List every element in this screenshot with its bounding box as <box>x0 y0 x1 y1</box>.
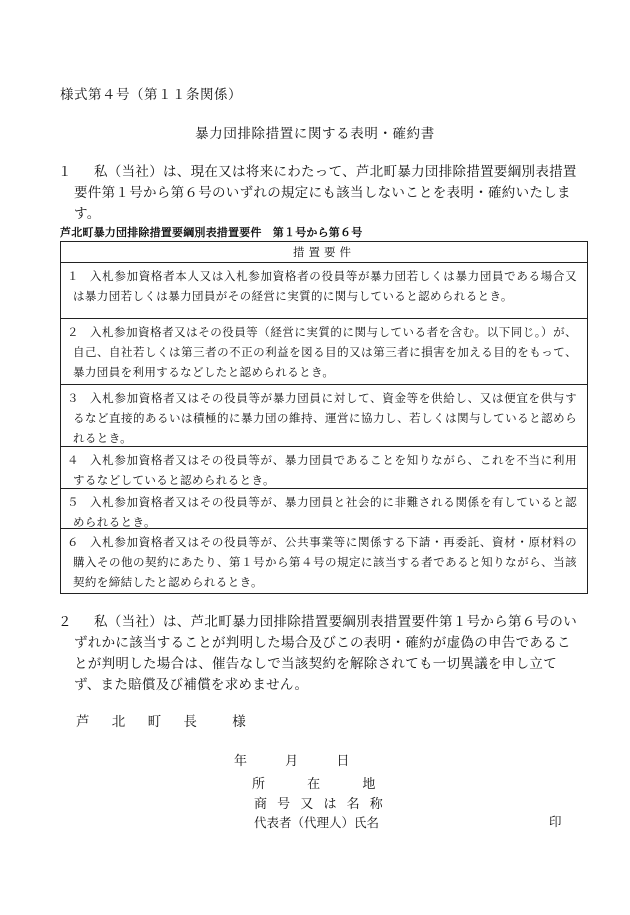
row-number: ６ <box>67 535 79 549</box>
seal-mark: 印 <box>549 814 562 829</box>
name-char: 商 <box>254 797 268 812</box>
table-row <box>61 319 587 385</box>
company-name-label <box>254 793 383 812</box>
date-day: 日 <box>336 754 350 769</box>
date-year: 年 <box>234 754 248 769</box>
name-char: 称 <box>369 797 383 812</box>
name-char: は <box>323 797 337 812</box>
form-number: 様式第４号（第１１条関係） <box>60 87 242 103</box>
paragraph-1 <box>58 162 578 225</box>
row-number: ５ <box>67 495 79 509</box>
paragraph-2 <box>58 612 578 696</box>
row-text: 入札参加資格者本人又は入札参加資格者の役員等が暴力団若しくは暴力団員である場合又は暴力団若しくは暴力団員がその経営に実質的に関与していると認められるとき。 <box>73 269 577 303</box>
table-row <box>61 489 587 529</box>
addressee <box>76 710 246 730</box>
row-text: 入札参加資格者又はその役員等が、公共事業等に関係する下請・再委託、資材・原材料の購入その他の契約にあたり、第１号から第４号の規定に該当する者であると知りながら、当該契約を締結したと認められるとき。 <box>73 535 577 589</box>
row-text: 入札参加資格者又はその役員等が暴力団員に対して、資金等を供給し、又は便宜を供与するなど直接的あるいは積極的に暴力団の維持、運営に協力し、若しくは関与していると認められるとき。 <box>73 391 577 445</box>
table-row <box>61 263 587 319</box>
date-line <box>234 750 349 769</box>
addressee-char: 長 <box>183 714 198 730</box>
paragraph-1-text: 私（当社）は、現在又は将来にわたって、芦北町暴力団排除措置要綱別表措置要件第１号から第６号のいずれの規定にも該当しないことを表明・確約いたします。 <box>74 164 577 222</box>
document-title: 暴力団排除措置に関する表明・確約書 <box>195 126 435 142</box>
address-label <box>252 773 375 792</box>
table-row <box>61 385 587 447</box>
paragraph-2-text: 私（当社）は、芦北町暴力団排除措置要綱別表措置要件第１号から第６号のいずれかに該当することが判明した場合及びこの表明・確約が虚偽の申告であることが判明した場合は、催告なしで当該契約を解除されても一切異議を申し立てず、また賠償及び補償を求めません。 <box>74 614 577 693</box>
row-text: 入札参加資格者又はその役員等が、暴力団員であることを知りながら、これを不当に利用するなどしていると認められるとき。 <box>73 453 577 487</box>
address-char: 在 <box>307 777 321 792</box>
row-number: ４ <box>67 453 79 467</box>
row-text: 入札参加資格者又はその役員等（経営に実質的に関与している者を含む。以下同じ。）が、自己、自社若しくは第三者の不正の利益を図る目的又は第三者に損害を加える目的をもって、暴力団員を利用するなどしたと認められるとき。 <box>73 325 577 379</box>
date-month: 月 <box>285 754 299 769</box>
name-char: 号 <box>277 797 291 812</box>
address-char: 所 <box>252 777 266 792</box>
representative-label: 代表者（代理人）氏名 <box>254 815 380 830</box>
name-char: 名 <box>346 797 360 812</box>
row-text: 入札参加資格者又はその役員等が、暴力団員と社会的に非難される関係を有していると認められるとき。 <box>73 495 577 529</box>
table-row <box>61 447 587 489</box>
table-caption: 芦北町暴力団排除措置要綱別表措置要件 第１号から第６号 <box>60 226 363 239</box>
addressee-char: 芦 <box>76 714 90 730</box>
table-row <box>61 529 587 593</box>
paragraph-1-number: １ <box>58 164 72 180</box>
table-header: 措置要件 <box>61 242 587 263</box>
row-number: １ <box>67 269 79 283</box>
row-number: ３ <box>67 391 79 405</box>
address-char: 地 <box>362 777 376 792</box>
addressee-char: 北 <box>111 714 126 730</box>
addressee-char: 町 <box>147 714 162 730</box>
row-number: ２ <box>67 325 79 339</box>
paragraph-2-number: ２ <box>58 614 72 630</box>
requirements-table <box>60 241 588 594</box>
addressee-honorific: 様 <box>232 714 247 730</box>
name-char: 又 <box>300 797 314 812</box>
